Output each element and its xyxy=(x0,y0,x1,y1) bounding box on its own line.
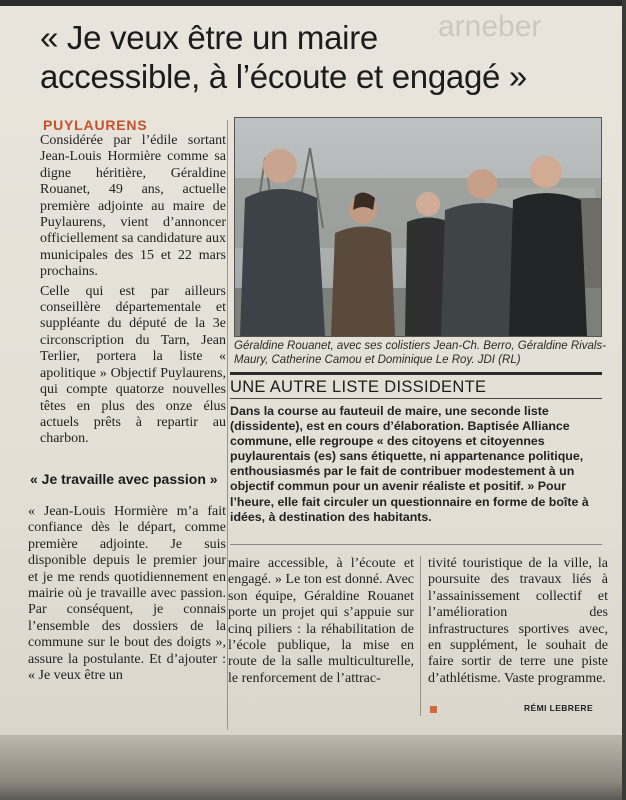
article-photo xyxy=(234,117,602,337)
page-right-edge xyxy=(622,0,626,800)
article-headline xyxy=(40,18,600,96)
location-kicker: PUYLAURENS xyxy=(43,117,148,133)
sidebar-box-title: UNE AUTRE LISTE DISSIDENTE xyxy=(230,372,602,397)
photo-illustration xyxy=(235,118,601,336)
headline-line-2: accessible, à l’écoute et engagé » xyxy=(40,58,527,95)
bleed-through-text: arneber xyxy=(438,10,542,43)
section-subhead: « Je travaille avec passion » xyxy=(30,471,218,487)
headline-line-1: « Je veux être un maire xyxy=(40,19,378,56)
sidebar-box-rule xyxy=(230,398,602,399)
author-signature: RÉMI LEBRERE xyxy=(524,703,594,713)
end-of-article-mark xyxy=(430,706,437,713)
column-1-body: « Jean-Louis Hormière m’a fait confiance dès le départ, comme première adjointe. Je suis disponible depuis le premier jour et je me rends quotidiennement en mairie où je travaille avec passion. Par conséquent, je connais l’ensemble des dossiers de la commune sur le bout des doigts », assure la postulante. Et d’ajouter : « Je veux être un xyxy=(28,504,226,684)
sidebar-box-bottom-rule xyxy=(230,544,602,545)
intro-paragraph-2: Celle qui est par ailleurs conseillère départementale et suppléante du député de la 3e circonscription du Tarn, Jean Terlier, portera la liste « apolitique » Objectif Puylaurens, qui compte quatorze nouvelles têtes en plus des onze élus actuels prêts à repartir au charbon. xyxy=(40,283,226,447)
photo-caption: Géraldine Rouanet, avec ses colistiers Jean-Ch. Berro, Géraldine Rivals-Maury, Catherine Camou et Dominique Le Roy. JDI (RL) xyxy=(234,340,606,366)
column-3-body: tivité touristique de la ville, la poursuite des travaux liés à l’assainissement collectif et l’amélioration des infrastructures sportives avec, en supplément, le souhait de faire sortir de terre une piste d’athlétisme. Vaste programme. xyxy=(428,556,608,686)
intro-paragraph-1: Considérée par l’édile sortant Jean-Louis Hormière comme sa digne héritière, Géraldine Rouanet, 49 ans, actuelle première adjointe au maire de Puylaurens, vient d’annoncer officiellement sa candidature aux municipales des 15 et 22 mars prochains. xyxy=(40,133,226,280)
intro-column xyxy=(40,133,226,448)
page-top-edge xyxy=(0,0,626,6)
page-bottom-edge xyxy=(0,735,626,800)
column-divider-2 xyxy=(420,556,421,716)
sidebar-box-body: Dans la course au fauteuil de maire, une seconde liste (dissidente), est en cours d’élaboration. Baptisée Alliance commune, elle regroupe « des citoyens et citoyennes puylaurentais (es) sans étiquette, ni appartenance politique, enthousiasmés par le fait de contribuer modestement à un objectif commun pour un avenir réaliste et positif. » Pour l’heure, elle fait circuler un questionnaire en forme de boîte à idées, à destination des habitants. xyxy=(230,404,589,524)
column-2-body: maire accessible, à l’écoute et engagé. » Le ton est donné. Avec son équipe, Géraldine Rouanet porte un projet qui s’appuie sur cinq piliers : la réhabilitation de l’école publique, la mise en route de la salle multiculturelle, le renforcement de l’attrac- xyxy=(228,556,414,686)
